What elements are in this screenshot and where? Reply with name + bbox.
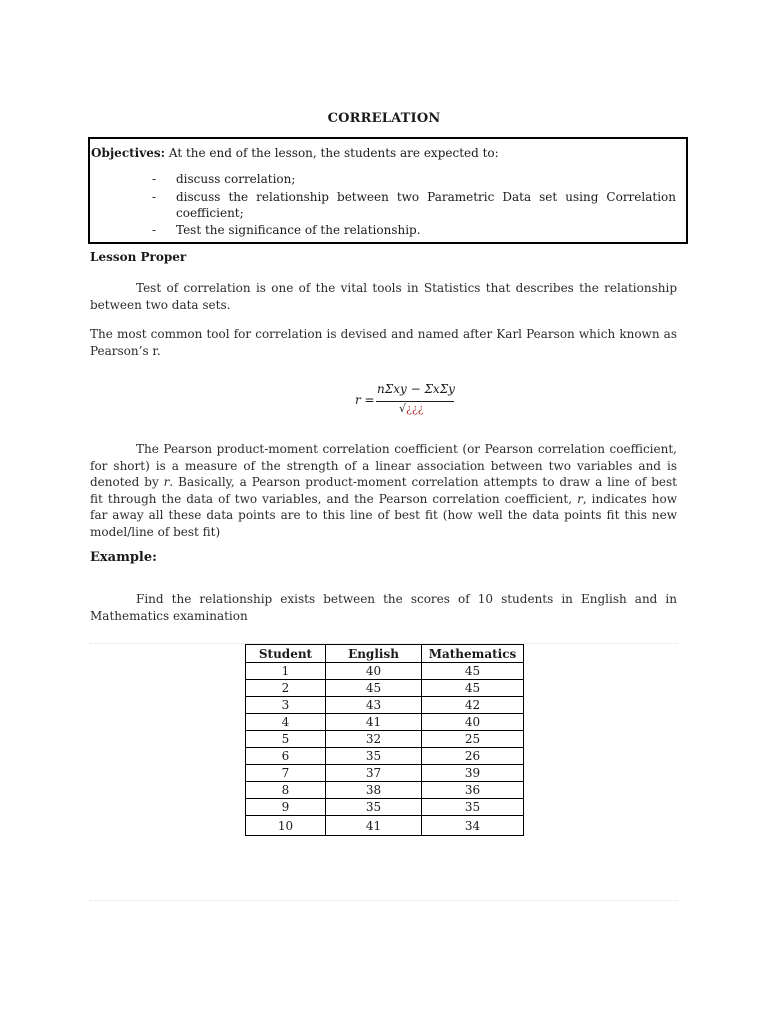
cell-mathematics: 42	[422, 697, 524, 714]
objective-item	[152, 171, 676, 188]
objectives-header	[91, 146, 499, 160]
cell-english: 43	[326, 697, 422, 714]
table-row	[246, 765, 524, 782]
cell-english: 38	[326, 782, 422, 799]
paragraph-intro: Test of correlation is one of the vital tools in Statistics that describes the relationship between two data sets.	[90, 281, 677, 312]
objective-item	[152, 222, 676, 239]
cell-english: 40	[326, 663, 422, 680]
bullet-dash: -	[152, 172, 157, 186]
cell-mathematics: 26	[422, 748, 524, 765]
objective-item	[152, 189, 676, 222]
cell-student: 9	[246, 799, 326, 816]
cell-student: 3	[246, 697, 326, 714]
table-row	[246, 680, 524, 697]
cell-mathematics: 36	[422, 782, 524, 799]
cell-english: 41	[326, 816, 422, 836]
cell-student: 2	[246, 680, 326, 697]
column-header-mathematics: Mathematics	[422, 645, 524, 663]
definition-part-c: , indicates how far away all these data points are to this line of best fit (how well the data points fit this new model/line of best fit)	[90, 491, 677, 539]
cell-english: 35	[326, 799, 422, 816]
root-symbol: √	[399, 402, 407, 415]
r-symbol: r	[163, 475, 170, 489]
objective-text: discuss correlation;	[176, 172, 296, 186]
table-row	[246, 799, 524, 816]
column-header-english: English	[326, 645, 422, 663]
cell-student: 10	[246, 816, 326, 836]
paragraph-pearson: The most common tool for correlation is devised and named after Karl Pearson which known as Pearson’s r.	[90, 327, 677, 358]
section-divider	[90, 900, 678, 901]
cell-student: 1	[246, 663, 326, 680]
formula-numerator: nΣxy − ΣxΣy	[377, 382, 455, 396]
bullet-dash: -	[152, 189, 157, 204]
cell-mathematics: 39	[422, 765, 524, 782]
table-row	[246, 663, 524, 680]
scores-table	[245, 644, 524, 836]
bullet-dash: -	[152, 222, 157, 237]
table-row	[246, 731, 524, 748]
objectives-box	[88, 137, 688, 244]
objectives-intro: At the end of the lesson, the students are expected to:	[168, 146, 499, 160]
r-symbol: r	[577, 491, 583, 506]
cell-english: 41	[326, 714, 422, 731]
cell-mathematics: 35	[422, 799, 524, 816]
paragraph-definition	[90, 441, 677, 540]
definition-part-a: The Pearson product-moment correlation coefficient (or Pearson correlation coefficient, for short) is a measure of the strength of a linear association between two variables and is denoted by	[90, 442, 677, 489]
cell-mathematics: 45	[422, 680, 524, 697]
cell-english: 35	[326, 748, 422, 765]
cell-english: 45	[326, 680, 422, 697]
table-row	[246, 714, 524, 731]
table-row	[246, 816, 524, 836]
page-title: CORRELATION	[327, 111, 441, 126]
cell-english: 37	[326, 765, 422, 782]
formula-lhs: r =	[355, 393, 375, 407]
table-row	[246, 748, 524, 765]
objective-text: Test the significance of the relationship.	[176, 222, 421, 237]
cell-student: 4	[246, 714, 326, 731]
objectives-list	[152, 171, 676, 238]
example-heading: Example:	[90, 550, 157, 565]
formula-denominator	[399, 402, 424, 415]
cell-student: 5	[246, 731, 326, 748]
cell-student: 6	[246, 748, 326, 765]
table-row	[246, 697, 524, 714]
definition-part-b: . Basically, a Pearson product-moment correlation attempts to draw a line of best fit through the data of two variables, and the Pearson correlation coefficient,	[90, 475, 678, 506]
cell-mathematics: 45	[422, 663, 524, 680]
cell-mathematics: 40	[422, 714, 524, 731]
lesson-proper-heading: Lesson Proper	[90, 250, 187, 264]
table-row	[246, 782, 524, 799]
objective-text: discuss the relationship between two Parametric Data set using Correlation coefficient;	[176, 189, 676, 220]
cell-english: 32	[326, 731, 422, 748]
cell-mathematics: 25	[422, 731, 524, 748]
denominator-body: ¿¿¿	[406, 402, 424, 415]
objectives-label: Objectives:	[91, 146, 166, 160]
example-text: Find the relationship exists between the scores of 10 students in English and in Mathematics examination	[90, 592, 677, 623]
cell-mathematics: 34	[422, 816, 524, 836]
cell-student: 7	[246, 765, 326, 782]
table-header-row	[246, 645, 524, 663]
cell-student: 8	[246, 782, 326, 799]
column-header-student: Student	[246, 645, 326, 663]
